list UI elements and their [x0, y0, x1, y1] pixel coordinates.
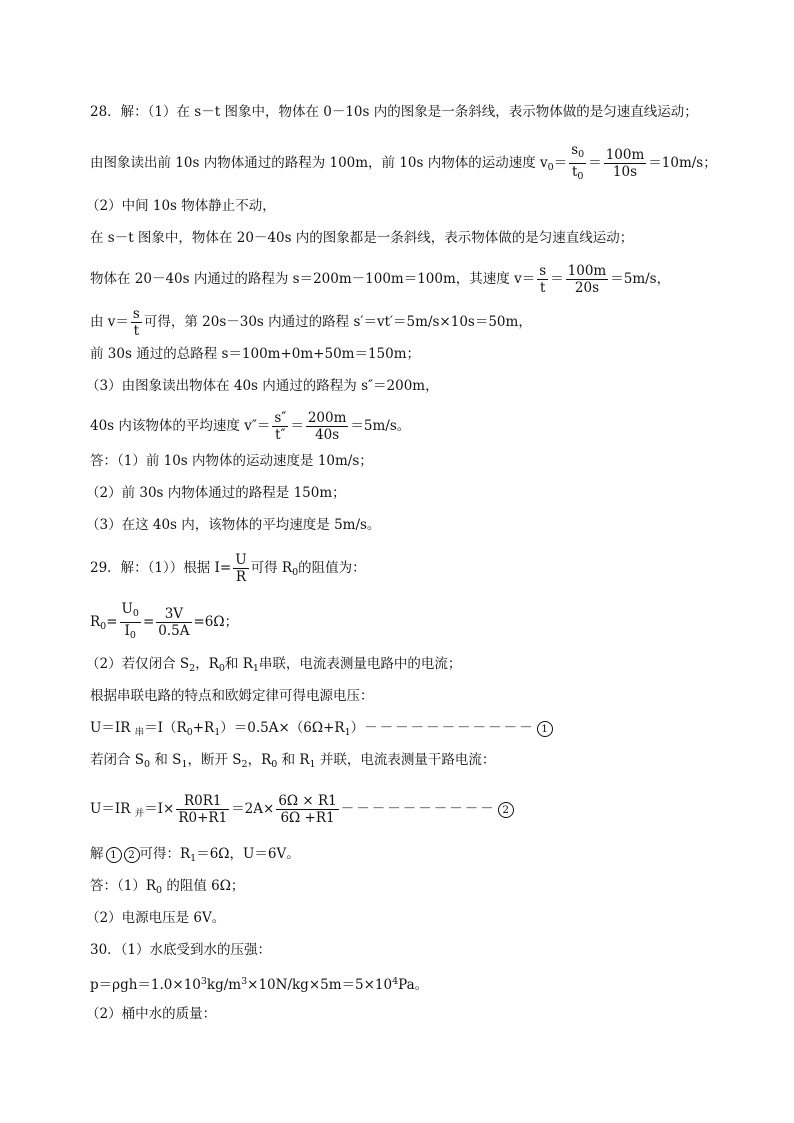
numerator: U — [121, 601, 133, 617]
text: R — [90, 614, 101, 630]
fraction-s2-t2 — [272, 410, 288, 443]
text: p＝ρgh＝1.0×10 — [90, 977, 201, 993]
text: 答：（1）前 10s 内物体的运动速度是 10m/s； — [90, 453, 373, 469]
line-29-answer-2 — [86, 909, 225, 927]
line-29-equation-1 — [90, 719, 553, 742]
text: 由 v＝ — [90, 314, 129, 330]
text: ＝5m/s。 — [350, 418, 411, 434]
fraction-100m-20s — [566, 263, 609, 296]
text: （2）若仅闭合 S — [86, 656, 190, 672]
denominator: 40s — [315, 427, 340, 443]
line-28-intro — [90, 103, 698, 121]
denominator: R — [235, 569, 246, 585]
text: 可得 R — [250, 560, 293, 576]
line-29-equation-2 — [90, 793, 514, 826]
text: 物体在 20－40s 内通过的路程为 s＝200m－100m＝100m，其速度 v＝ — [90, 271, 536, 287]
superscript: 3 — [200, 976, 207, 987]
text: 解 — [90, 846, 104, 862]
denominator: R0+R1 — [178, 810, 228, 826]
line-28-static — [86, 197, 276, 215]
text: 并联，电流表测量干路电流： — [315, 752, 496, 768]
text: 的阻值为： — [298, 560, 366, 576]
line-30-pressure — [90, 973, 428, 994]
denominator: I — [124, 623, 130, 639]
fraction-100m-10s — [604, 147, 647, 180]
text: 28．解：（1）在 s－t 图象中，物体在 0－10s 内的图象是一条斜线，表示物体做的是匀速直线运动； — [90, 104, 698, 120]
numerator: 100m — [605, 147, 645, 163]
circled-number: 1 — [106, 847, 122, 863]
text: ） — [350, 720, 365, 736]
subscript: 0 — [292, 567, 299, 578]
text: ）＝0.5A×（6Ω+R — [220, 720, 345, 736]
text: 和 R — [224, 656, 253, 672]
text: （2）前 30s 内物体通过的路程是 150m； — [86, 485, 346, 501]
fraction-6R1-over-6-plus-R1 — [276, 793, 338, 826]
subscript: 0 — [132, 608, 139, 619]
text: 和 S — [150, 752, 182, 768]
subscript: 0 — [144, 759, 151, 770]
fraction-s-t — [131, 306, 142, 339]
text: ＝ — [553, 155, 568, 171]
numerator: s — [539, 263, 547, 279]
line-28-speed-first-10s — [90, 142, 717, 185]
text: +R — [192, 720, 215, 736]
numerator: s — [132, 306, 140, 322]
text: 40s 内该物体的平均速度 v″＝ — [90, 418, 271, 434]
numerator: 3V — [156, 606, 191, 623]
subscript: 0 — [547, 162, 554, 173]
text: 可得，第 20s－30s 内通过的路程 s′＝vt′＝5m/s×10s＝50m， — [143, 314, 532, 330]
line-29-intro — [90, 552, 366, 585]
text: ＝ — [550, 271, 564, 287]
text: 由图象读出前 10s 内物体通过的路程为 100m，前 10s 内物体的运动速度 v — [90, 155, 548, 171]
text: ×10N/kg×5m＝5×10 — [247, 977, 393, 993]
line-28-speed-20-40 — [90, 263, 670, 296]
line-29-series — [86, 655, 461, 678]
text: = — [142, 614, 155, 630]
subscript: 0 — [577, 171, 584, 182]
subscript: 1 — [214, 727, 221, 738]
subscript: 0 — [578, 149, 585, 160]
dash-leader: －－－－－－－－－－－ — [364, 720, 535, 736]
circled-number: 1 — [537, 721, 553, 737]
fraction-s-t — [537, 263, 548, 296]
text: ＝10m/s； — [648, 155, 717, 171]
text: （2）桶中水的质量： — [86, 1006, 217, 1022]
text: kg/m — [206, 977, 242, 993]
subscript: 串 — [134, 727, 145, 738]
subscript: 1 — [344, 727, 351, 738]
text: U＝IR — [90, 801, 135, 817]
text: ＝I（R — [144, 720, 187, 736]
denominator: 20s — [574, 280, 599, 296]
text: 答：（1）R — [90, 878, 157, 894]
superscript: 3 — [241, 976, 248, 987]
numerator: s — [571, 142, 579, 158]
text: （2）中间 10s 物体静止不动， — [86, 198, 276, 214]
text: 可得：R — [139, 846, 191, 862]
fraction-R0R1-over-R0-plus-R1 — [176, 793, 229, 826]
text: ，R — [247, 752, 272, 768]
text: （3）在这 40s 内，该物体的平均速度是 5m/s。 — [86, 517, 381, 533]
line-29-answer-1 — [90, 877, 244, 900]
text: 和 R — [277, 752, 310, 768]
line-28-answer-3 — [86, 516, 380, 534]
denominator: t — [539, 280, 546, 296]
denominator: 6Ω +R1 — [280, 810, 335, 826]
text: （3）由图象读出物体在 40s 内通过的路程为 s″＝200m， — [86, 378, 439, 394]
subscript: 2 — [241, 759, 248, 770]
text: = — [106, 614, 118, 630]
text: ，断开 S — [187, 752, 242, 768]
fraction-U0-I0 — [120, 601, 141, 644]
line-28-average-speed — [90, 410, 410, 443]
denominator: t — [571, 164, 578, 180]
line-29-parallel — [90, 751, 495, 774]
subscript: 0 — [218, 663, 225, 674]
line-28-part3 — [86, 377, 439, 395]
line-30-intro — [90, 941, 271, 959]
denominator: t″ — [275, 427, 286, 443]
text: Pa。 — [398, 977, 429, 993]
subscript: 1 — [252, 663, 259, 674]
subscript: 并 — [134, 808, 145, 819]
line-28-total-30s — [90, 345, 420, 363]
subscript: 1 — [181, 759, 188, 770]
denominator: t — [133, 323, 140, 339]
subscript: 1 — [190, 853, 197, 864]
text: 30．（1）水底受到水的压强： — [90, 942, 272, 958]
text: 前 30s 通过的总路程 s＝100m+0m+50m＝150m； — [90, 346, 421, 362]
numerator: 6Ω × R1 — [278, 793, 337, 809]
circled-number: 2 — [124, 847, 140, 863]
text: （2）电源电压是 6V。 — [86, 910, 226, 926]
text: =6Ω； — [193, 614, 239, 630]
text: 根据串联电路的特点和欧姆定律可得电源电压： — [90, 688, 374, 704]
circled-number: 2 — [498, 802, 514, 818]
fraction-U-R — [233, 552, 248, 585]
text: 若闭合 S — [90, 752, 145, 768]
text: 29．解：（1））根据 I= — [90, 560, 232, 576]
subscript: 0 — [156, 885, 163, 896]
fraction-s0-t0 — [569, 142, 586, 185]
text: U＝IR — [90, 720, 135, 736]
superscript: 4 — [392, 976, 399, 987]
line-29-ohm-law — [90, 687, 374, 705]
numerator: 200m — [307, 410, 347, 426]
subscript: 0 — [100, 621, 107, 632]
text: ＝I× — [144, 801, 175, 817]
numerator: 100m — [567, 263, 607, 279]
fraction-200m-40s — [306, 410, 349, 443]
line-29-R0-value — [90, 601, 238, 644]
text: 的阻值 6Ω； — [162, 878, 245, 894]
line-30-part2 — [86, 1005, 216, 1023]
text: ，R — [195, 656, 219, 672]
text: 串联，电流表测量电路中的电流； — [258, 656, 462, 672]
subscript: 0 — [271, 759, 278, 770]
line-28-distance-20-30 — [90, 306, 532, 339]
text: 在 s－t 图象中，物体在 20－40s 内的图象都是一条斜线，表示物体做的是匀速直线运动； — [90, 230, 634, 246]
numerator: U — [235, 552, 247, 568]
line-28-answer-2 — [86, 484, 346, 502]
line-28-slope-20-40 — [90, 229, 633, 247]
text: ＝ — [290, 418, 304, 434]
fraction-3V-0.5A — [156, 606, 191, 639]
numerator: s″ — [274, 410, 287, 426]
subscript: 0 — [186, 727, 193, 738]
subscript: 2 — [189, 663, 196, 674]
denominator: 10s — [612, 164, 638, 180]
denominator: 0.5A — [158, 623, 190, 639]
subscript: 1 — [309, 759, 316, 770]
text: ＝6Ω，U＝6V。 — [196, 846, 300, 862]
subscript: 0 — [129, 630, 136, 641]
text: ＝5m/s， — [610, 271, 671, 287]
line-29-solve — [90, 845, 300, 868]
numerator: R0R1 — [176, 793, 229, 810]
text: ＝2A× — [231, 801, 275, 817]
line-28-answer-1 — [90, 452, 373, 470]
text: ＝ — [588, 155, 602, 171]
dash-leader: －－－－－－－－－－ — [340, 801, 496, 817]
